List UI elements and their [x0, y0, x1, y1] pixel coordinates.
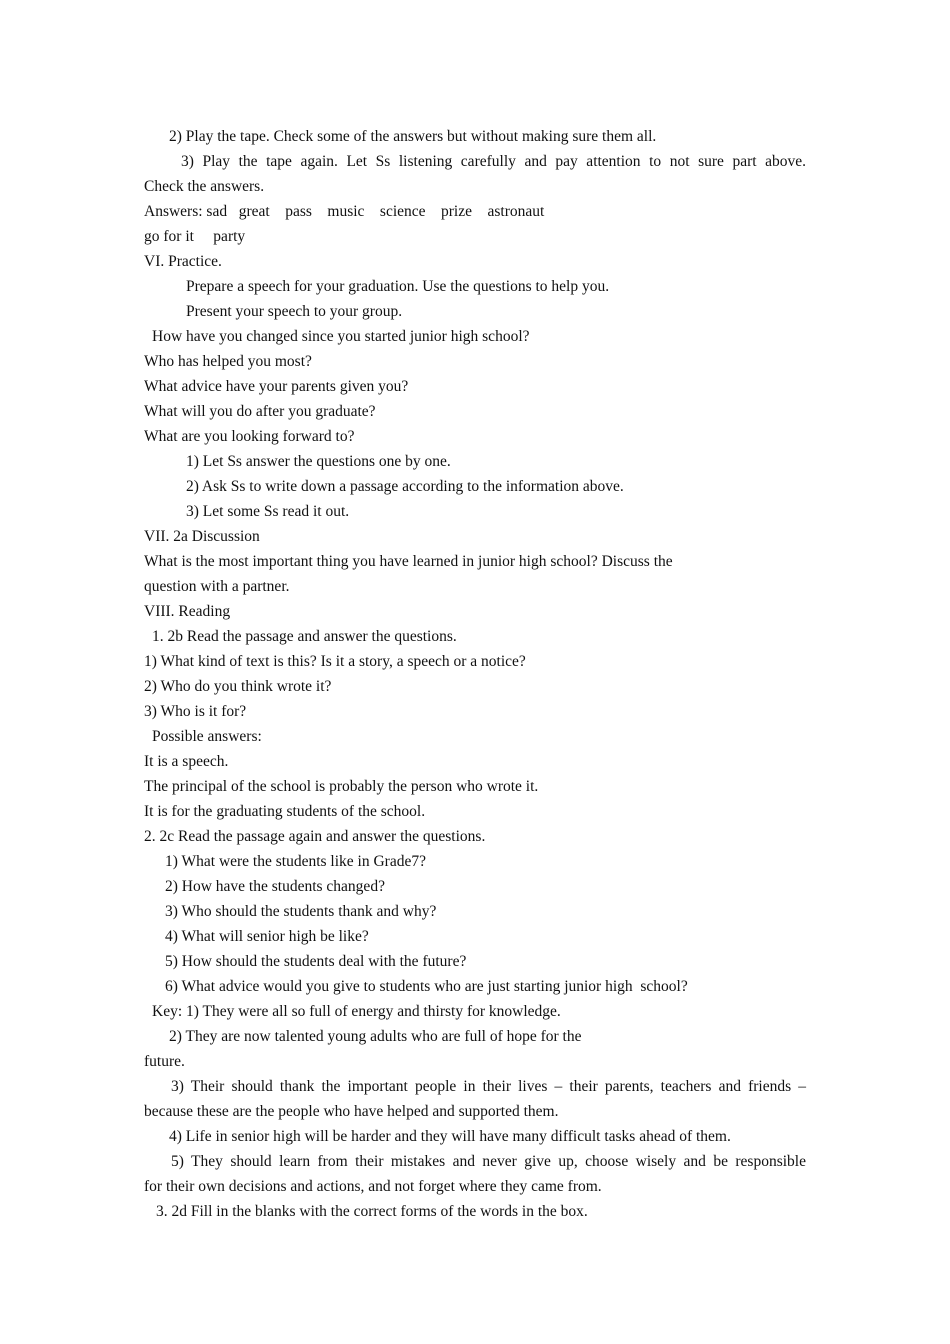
text-line: 2. 2c Read the passage again and answer the questions.: [144, 828, 486, 845]
text-line: Possible answers:: [152, 728, 262, 745]
key-line: 4) Life in senior high will be harder and they will have many difficult tasks ahead of them.: [169, 1128, 731, 1145]
question-line: 1) What kind of text is this? Is it a story, a speech or a notice?: [144, 653, 526, 670]
question-line: 3) Who is it for?: [144, 703, 247, 720]
answer-line: The principal of the school is probably the person who wrote it.: [144, 778, 539, 795]
text-line: 1) Let Ss answer the questions one by one.: [186, 453, 451, 470]
section-heading: VI. Practice.: [144, 253, 222, 270]
text-line: Present your speech to your group.: [186, 303, 403, 320]
key-line: 2) They are now talented young adults who are full of hope for the: [169, 1028, 582, 1045]
question-line: What advice have your parents given you?: [144, 378, 409, 395]
answer-line: It is for the graduating students of the school.: [144, 803, 426, 820]
question-line: 2) How have the students changed?: [165, 878, 385, 895]
answers-line: Answers: sad great pass music science prize astronaut: [144, 203, 545, 220]
key-line: 3) Their should thank the important people in their lives – their parents, teachers and friends –: [171, 1078, 806, 1095]
question-line: Who has helped you most?: [144, 353, 312, 370]
question-line: 5) How should the students deal with the future?: [165, 953, 467, 970]
text-line: 3) Play the tape again. Let Ss listening carefully and pay attention to not sure part above.: [181, 153, 806, 170]
question-line: What will you do after you graduate?: [144, 403, 376, 420]
question-line: 2) Who do you think wrote it?: [144, 678, 332, 695]
question-line: 1) What were the students like in Grade7?: [165, 853, 426, 870]
question-line: What are you looking forward to?: [144, 428, 355, 445]
text-line: Prepare a speech for your graduation. Use the questions to help you.: [186, 278, 610, 295]
text-line: 2) Play the tape. Check some of the answers but without making sure them all.: [169, 128, 657, 145]
text-line: 3. 2d Fill in the blanks with the correct forms of the words in the box.: [156, 1203, 588, 1220]
key-line: 5) They should learn from their mistakes and never give up, choose wisely and be responsible: [171, 1153, 806, 1170]
document-page: [144, 124, 806, 1224]
key-line: because these are the people who have helped and supported them.: [144, 1103, 559, 1120]
key-line: future.: [144, 1053, 185, 1070]
text-line: What is the most important thing you have learned in junior high school? Discuss the: [144, 553, 673, 570]
text-line: Check the answers.: [144, 178, 265, 195]
question-line: How have you changed since you started junior high school?: [152, 328, 530, 345]
text-line: 1. 2b Read the passage and answer the questions.: [152, 628, 457, 645]
question-line: 3) Who should the students thank and why?: [165, 903, 437, 920]
section-heading: VIII. Reading: [144, 603, 231, 620]
question-line: 6) What advice would you give to students who are just starting junior high school?: [165, 978, 688, 995]
key-line: for their own decisions and actions, and not forget where they came from.: [144, 1178, 602, 1195]
section-heading: VII. 2a Discussion: [144, 528, 260, 545]
question-line: 4) What will senior high be like?: [165, 928, 369, 945]
answers-line: go for it party: [144, 228, 246, 245]
text-line: 3) Let some Ss read it out.: [186, 503, 350, 520]
answer-line: It is a speech.: [144, 753, 229, 770]
text-line: question with a partner.: [144, 578, 290, 595]
text-line: 2) Ask Ss to write down a passage according to the information above.: [186, 478, 624, 495]
key-line: Key: 1) They were all so full of energy and thirsty for knowledge.: [152, 1003, 561, 1020]
